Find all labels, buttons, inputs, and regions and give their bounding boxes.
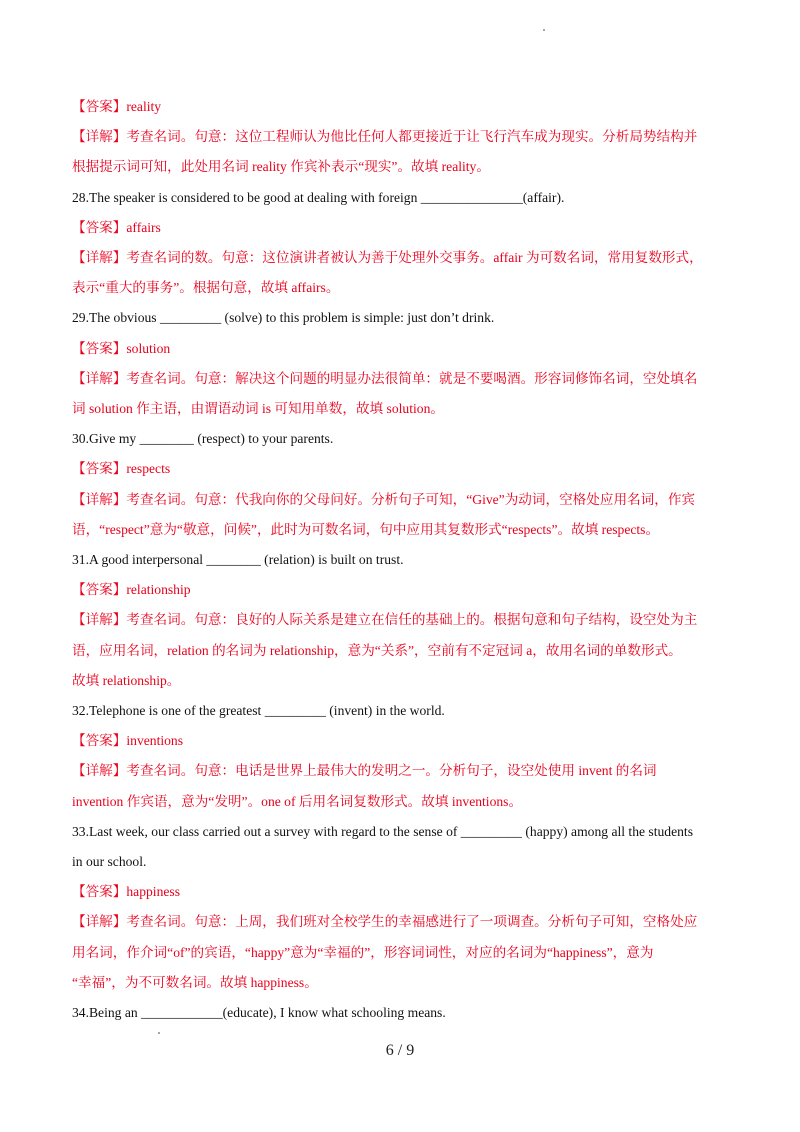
question-line: 30.Give my ________ (respect) to your parents. (72, 431, 334, 447)
explanation-line: 【详解】考查名词。句意：解决这个问题的明显办法很简单：就是不要喝酒。形容词修饰名词，空处填名 (72, 370, 698, 386)
answer-line: 【答案】reality (72, 99, 162, 114)
page-number: 6 / 9 (385, 1042, 415, 1059)
question-line: 34.Being an ____________(educate), I know what schooling means. (72, 1005, 446, 1021)
document-body (72, 92, 728, 1028)
explanation-line: 语，应用名词，relation 的名词为 relationship，意为“关系”，空前有不定冠词 a，故用名词的单数形式。 (72, 642, 682, 658)
question-line: 31.A good interpersonal ________ (relation) is built on trust. (72, 552, 404, 568)
explanation-line: 【详解】考查名词。句意：电话是世界上最伟大的发明之一。分析句子，设空处使用 invent 的名词 (72, 763, 657, 779)
answer-line: 【答案】solution (72, 340, 171, 356)
answer-line: 【答案】happiness (72, 884, 180, 900)
question-line: in our school. (72, 854, 147, 870)
explanation-line: 【详解】考查名词。句意：上周，我们班对全校学生的幸福感进行了一项调查。分析句子可知，空格处应 (72, 914, 698, 930)
answer-line: 【答案】relationship (72, 582, 191, 598)
answer-line: 【答案】respects (72, 461, 171, 477)
explanation-line: 用名词，作介词“of”的宾语，“happy”意为“幸福的”，形容词词性，对应的名词为“happiness”，意为 (72, 944, 654, 960)
answer-line: 【答案】inventions (72, 733, 184, 749)
explanation-line: 词 solution 作主语，由谓语动词 is 可知用单数，故填 solution。 (72, 401, 444, 417)
question-line: 33.Last week, our class carried out a survey with regard to the sense of _________ (happy) among all the students (72, 823, 693, 839)
explanation-line: 故填 relationship。 (72, 672, 181, 688)
decorative-dot (158, 1032, 160, 1034)
explanation-line: 【详解】考查名词。句意：这位工程师认为他比任何人都更接近于让飞行汽车成为现实。分析局势结构并 (72, 129, 698, 145)
explanation-line: 根据提示词可知，此处用名词 reality 作宾补表示“现实”。故填 reality。 (72, 159, 490, 175)
explanation-line: 表示“重大的事务”。根据句意，故填 affairs。 (72, 280, 340, 296)
answer-line: 【答案】affairs (72, 219, 161, 235)
decorative-dot (543, 29, 545, 31)
explanation-line: invention 作宾语，意为“发明”。one of 后用名词复数形式。故填 inventions。 (72, 793, 523, 809)
explanation-line: 【详解】考查名词。句意：代我向你的父母问好。分析句子可知，“Give”为动词，空格处应用名词，作宾 (72, 491, 696, 507)
explanation-line: “幸福”，为不可数名词。故填 happiness。 (72, 974, 318, 990)
explanation-line: 【详解】考查名词。句意：良好的人际关系是建立在信任的基础上的。根据句意和句子结构，设空处为主 (72, 612, 698, 628)
question-line: 32.Telephone is one of the greatest _________ (invent) in the world. (72, 703, 445, 719)
explanation-line: 【详解】考查名词的数。句意：这位演讲者被认为善于处理外交事务。affair 为可数名词，常用复数形式， (72, 250, 703, 266)
question-line: 29.The obvious _________ (solve) to this problem is simple: just don’t drink. (72, 310, 495, 326)
question-line: 28.The speaker is considered to be good at dealing with foreign _______________(affair). (72, 189, 565, 205)
explanation-line: 语，“respect”意为“敬意，问候”，此时为可数名词，句中应用其复数形式“respects”。故填 respects。 (72, 521, 660, 537)
